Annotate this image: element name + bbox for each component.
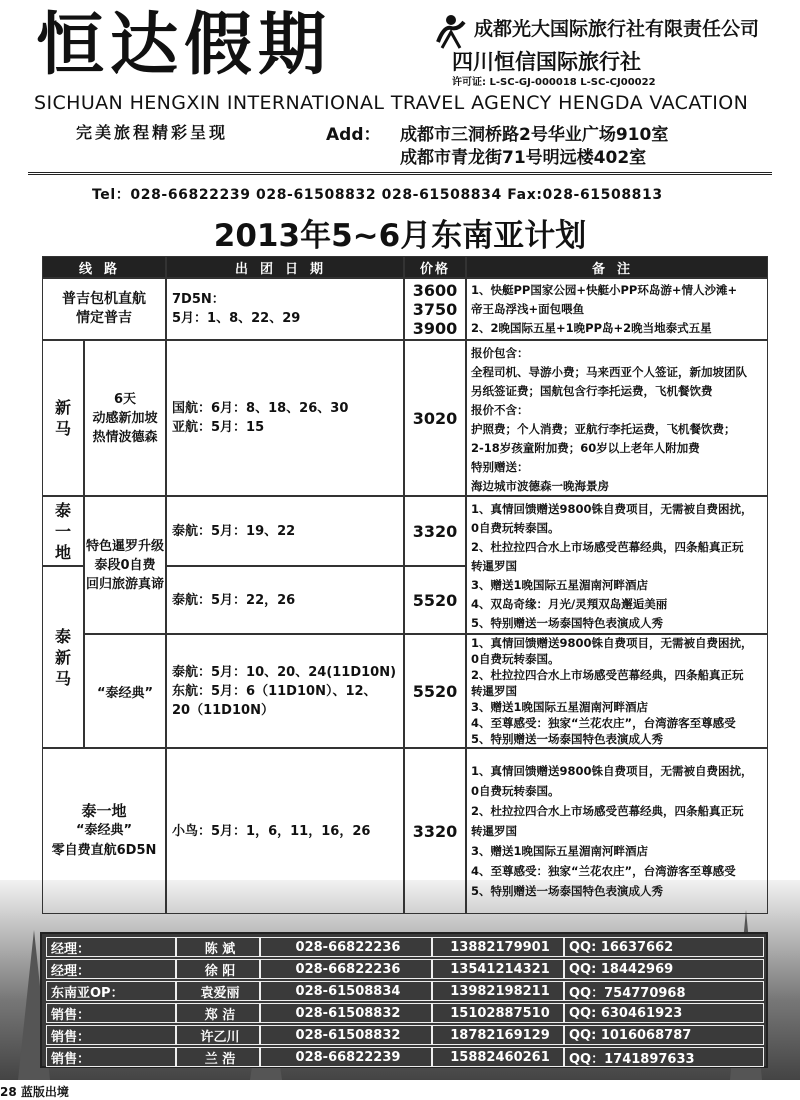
dates-sg-my: [166, 340, 404, 496]
contact-qq: QQ: 16637662: [564, 937, 764, 957]
contact-mobile: 15102887510: [432, 1003, 564, 1023]
route-line: 6天: [113, 391, 137, 407]
route-line: 零自费直航6D5N: [51, 843, 157, 858]
date-line: 7D5N：: [172, 292, 225, 307]
route-line: 动感新加坡: [92, 410, 158, 426]
contact-tel: 028-66822236: [260, 959, 432, 979]
route-line: 回归旅游真谛: [85, 576, 164, 592]
divider: [28, 172, 772, 175]
note-line: 3、赠送1晚国际五星湄南河畔酒店: [471, 700, 649, 714]
note-line: 转暹罗国: [471, 559, 517, 573]
note-line: 4、双岛奇缘：月光/灵頖双岛邂逅美丽: [471, 597, 668, 611]
price-thailand: 3320: [404, 496, 466, 566]
note-line: 5、特别赠送一场泰国特色表演成人秀: [471, 732, 663, 746]
note-line: 1、真情回馈赠送9800铢自费项目，无需被自费困扰，: [471, 502, 753, 516]
dates-phuket: [166, 278, 404, 340]
note-line: 2、2晚国际五星+1晚PP岛+2晚当地泰式五星: [471, 320, 712, 335]
contact-name: 袁爱丽: [176, 981, 260, 1001]
route-thailand: [84, 496, 166, 634]
note-line: 护照费；个人消费；亚航行李托运费，飞机餐饮费；: [471, 422, 736, 436]
note-line: 0自费玩转泰国。: [471, 521, 560, 535]
region-char: 地: [54, 542, 71, 562]
header: [0, 0, 800, 180]
region-th-sg-my: [42, 566, 84, 748]
price-th-sg-my: 5520: [404, 566, 466, 634]
address-2: 成都市青龙街71号明远楼402室: [400, 148, 647, 168]
contact-name: 兰 浩: [176, 1047, 260, 1067]
route-thai-direct: [42, 748, 166, 914]
contact-role: 经理：: [46, 959, 176, 979]
contact-role: 销售：: [46, 1003, 176, 1023]
route-thai-classic: “泰经典”: [84, 634, 166, 748]
address-1: 成都市三洞桥路2号华业广场910室: [400, 125, 669, 145]
page-footer: 28 蓝版出境: [0, 1085, 69, 1099]
contact-name: 陈 斌: [176, 937, 260, 957]
note-line: 2、杜拉拉四合水上市场感受芭幕经典，四条船真正玩: [471, 540, 744, 554]
price-value: 3900: [412, 318, 458, 338]
notes-sg-my: [466, 340, 768, 496]
region-sg-my: [42, 340, 84, 496]
contact-row: [46, 1047, 764, 1067]
page-title: 2013年5~6月东南亚计划: [213, 218, 587, 254]
contact-name: 许乙川: [176, 1025, 260, 1045]
contact-mobile: 13541214321: [432, 959, 564, 979]
note-line: 报价不含：: [471, 403, 529, 417]
price-thai-classic: 5520: [404, 634, 466, 748]
notes-thai-direct: [466, 748, 768, 914]
notes-phuket: [466, 278, 768, 340]
note-line: 3、赠送1晚国际五星湄南河畔酒店: [471, 844, 649, 858]
route-line: 特色暹罗升级: [85, 538, 164, 554]
date-line: 亚航：5月：15: [172, 420, 265, 435]
contact-qq: QQ：1741897633: [564, 1047, 764, 1067]
contact-tel: 028-61508832: [260, 1003, 432, 1023]
contact-mobile: 13882179901: [432, 937, 564, 957]
notes-thai-classic: [466, 634, 768, 748]
note-line: 1、真情回馈赠送9800铢自费项目，无需被自费困扰，: [471, 764, 753, 778]
route-line: 泰一地: [81, 802, 127, 820]
price-value: 3750: [412, 299, 458, 319]
contact-qq: QQ: 18442969: [564, 959, 764, 979]
region-char: 马: [54, 668, 71, 688]
route-line: 热情波德森: [92, 429, 158, 445]
contact-row: [46, 959, 764, 979]
route-line: 普吉包机直航: [62, 291, 146, 307]
contact-row: [46, 937, 764, 957]
contact-tel: 028-61508834: [260, 981, 432, 1001]
company-logo-icon: [432, 12, 470, 50]
contact-row: [46, 1025, 764, 1045]
contact-mobile: 13982198211: [432, 981, 564, 1001]
contact-role: 销售：: [46, 1047, 176, 1067]
route-phuket: [42, 278, 166, 340]
contact-qq: QQ: 1016068787: [564, 1025, 764, 1045]
date-line: 东航：5月：6（11D10N）、12、: [172, 683, 377, 699]
note-line: 帝王岛浮浅+面包喂鱼: [471, 301, 585, 316]
region-char: 马: [54, 419, 71, 438]
note-line: 报价包含：: [471, 346, 529, 360]
address-label: Add：: [326, 125, 381, 145]
header-price: 价格: [404, 256, 466, 278]
contact-mobile: 18782169129: [432, 1025, 564, 1045]
price-value: 3600: [412, 280, 458, 300]
note-line: 5、特别赠送一场泰国特色表演成人秀: [471, 616, 663, 630]
contact-tel: 028-61508832: [260, 1025, 432, 1045]
note-line: 2-18岁孩童附加费；60岁以上老年人附加费: [471, 441, 700, 455]
dates-thailand: 泰航：5月：19、22: [166, 496, 404, 566]
region-char: 泰: [54, 626, 71, 646]
note-line: 4、至尊感受：独家“兰花农庄”，台湾游客至尊感受: [471, 716, 736, 730]
header-notes: 备注: [466, 256, 768, 278]
dates-th-sg-my: 泰航：5月：22，26: [166, 566, 404, 634]
license-numbers: 许可证: L-SC-GJ-000018 L-SC-CJ00022: [452, 77, 656, 88]
dates-thai-direct: 小鸟：5月：1，6，11，16，26: [166, 748, 404, 914]
contact-table: [40, 932, 768, 1068]
note-line: 另纸签证费；国航包含行李托运费，飞机餐饮费: [471, 384, 713, 398]
date-line: 5月：1、8、22、29: [172, 311, 301, 326]
notes-thailand: [466, 496, 768, 634]
contact-name: 徐 阳: [176, 959, 260, 979]
note-line: 0自费玩转泰国。: [471, 784, 560, 798]
note-line: 全程司机、导游小费；马来西亚个人签证，新加坡团队: [471, 365, 747, 379]
note-line: 4、至尊感受：独家“兰花农庄”，台湾游客至尊感受: [471, 864, 736, 878]
company-name-1: 成都光大国际旅行社有限责任公司: [474, 18, 760, 40]
route-line: 泰段0自费: [94, 557, 156, 573]
contact-mobile: 15882460261: [432, 1047, 564, 1067]
contact-role: 销售：: [46, 1025, 176, 1045]
price-sg-my: 3020: [404, 340, 466, 496]
note-line: 特别赠送：: [471, 460, 529, 474]
price-thai-direct: 3320: [404, 748, 466, 914]
note-line: 1、真情回馈赠送9800铢自费项目，无需被自费困扰，: [471, 636, 753, 650]
contact-qq: QQ：754770968: [564, 981, 764, 1001]
contact-tel: 028-66822239: [260, 1047, 432, 1067]
region-char: 泰: [54, 500, 71, 520]
region-char: 一: [54, 521, 71, 541]
date-line: 泰航：5月：10、20、24(11D10N): [172, 664, 397, 680]
english-name: SICHUAN HENGXIN INTERNATIONAL TRAVEL AGENCY HENGDA VACATION: [34, 92, 749, 114]
route-line: “泰经典”: [75, 823, 133, 838]
tour-table: [42, 256, 768, 914]
note-line: 2、杜拉拉四合水上市场感受芭幕经典，四条船真正玩: [471, 804, 744, 818]
contact-row: [46, 981, 764, 1001]
contact-role: 经理：: [46, 937, 176, 957]
date-line: 国航：6月：8、18、26、30: [172, 401, 349, 416]
note-line: 1、快艇PP国家公园+快艇小PP环岛游+情人沙滩+: [471, 282, 738, 297]
note-line: 转暹罗国: [471, 824, 517, 838]
slogan: 完美旅程精彩呈现: [76, 123, 229, 142]
region-char: 新: [54, 647, 71, 667]
note-line: 5、特别赠送一场泰国特色表演成人秀: [471, 884, 663, 898]
telephone-line: Tel：028-66822239 028-61508832 028-61508834 Fax:028-61508813: [92, 187, 663, 203]
header-route: 线路: [42, 256, 166, 278]
contact-row: [46, 1003, 764, 1023]
region-char: 新: [54, 398, 71, 417]
company-name-2: 四川恒信国际旅行社: [452, 50, 641, 74]
contact-name: 郑 洁: [176, 1003, 260, 1023]
route-line: 情定普吉: [76, 310, 132, 326]
contact-role: 东南亚OP：: [46, 981, 176, 1001]
price-phuket: [404, 278, 466, 340]
date-line: 20（11D10N）: [172, 702, 274, 718]
contact-tel: 028-66822236: [260, 937, 432, 957]
note-line: 3、赠送1晚国际五星湄南河畔酒店: [471, 578, 649, 592]
contact-qq: QQ: 630461923: [564, 1003, 764, 1023]
route-sg-my: [84, 340, 166, 496]
note-line: 转暹罗国: [471, 684, 517, 698]
region-thailand: [42, 496, 84, 566]
header-dates: 出团日期: [166, 256, 404, 278]
brand-title: 恒达假期: [36, 6, 333, 85]
note-line: 0自费玩转泰国。: [471, 652, 560, 666]
dates-thai-classic: [166, 634, 404, 748]
note-line: 2、杜拉拉四合水上市场感受芭幕经典，四条船真正玩: [471, 668, 744, 682]
note-line: 海边城市波德森一晚海景房: [471, 479, 609, 493]
